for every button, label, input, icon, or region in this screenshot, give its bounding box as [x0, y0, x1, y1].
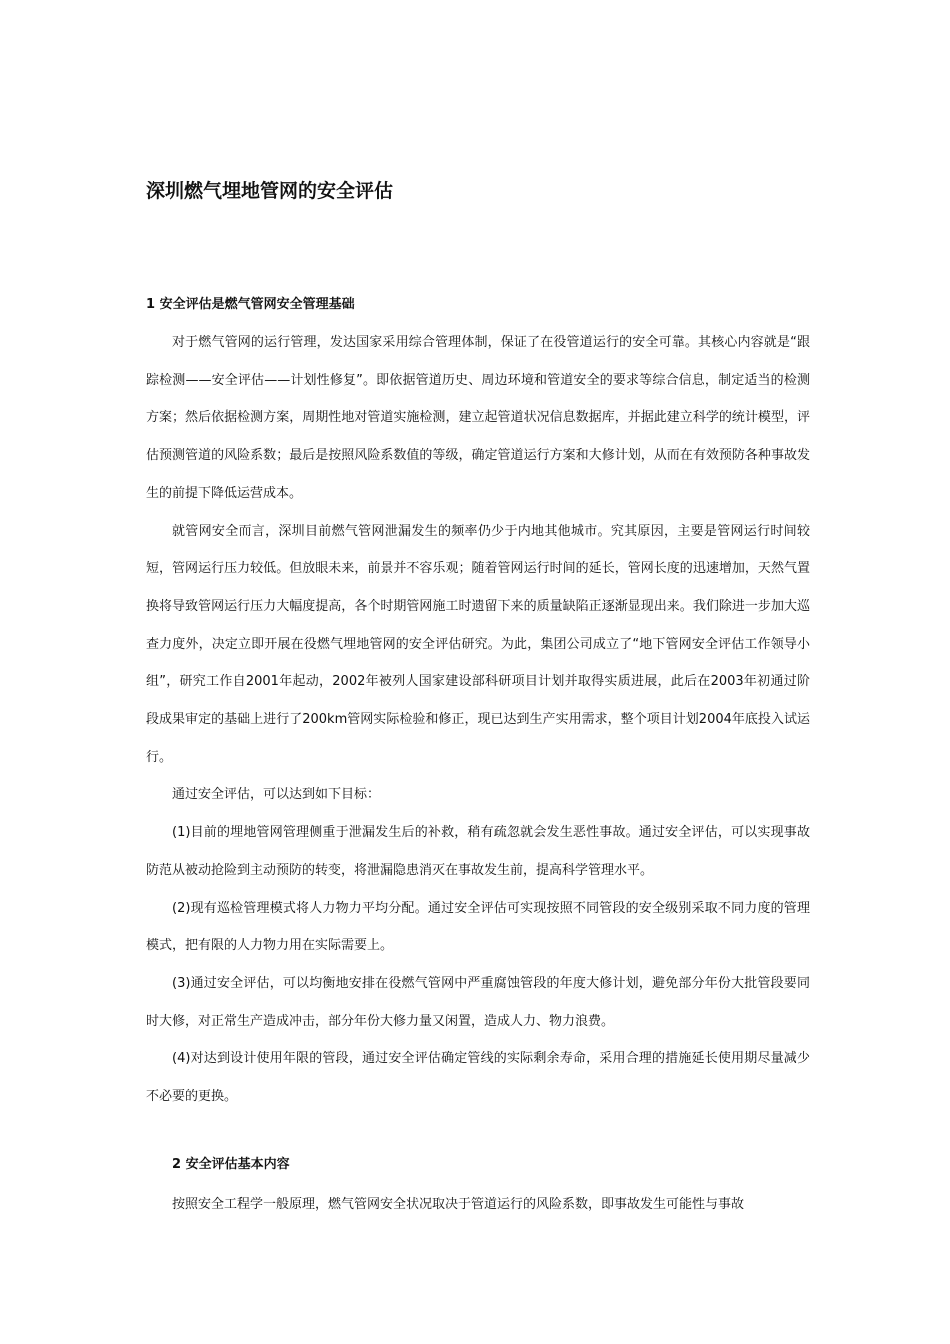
paragraph: 就管网安全而言，深圳目前燃气管网泄漏发生的频率仍少于内地其他城市。究其原因，主要是管网运行时间较短，管网运行压力较低。但放眼未来，前景并不容乐观；随着管网运行时间的延长，管网长度的迅速增加，天然气置换将导致管网运行压力大幅度提高，各个时期管网施工时遗留下来的质量缺陷正逐渐显现出来。我们除进一步加大巡查力度外，决定立即开展在役燃气埋地管网的安全评估研究。为此，集团公司成立了“地下管网安全评估工作领导小组”，研究工作自2001年起动，2002年被列人国家建设部科研项目计划并取得实质进展，此后在2003年初通过阶段成果审定的基础上进行了200km管网实际检验和修正，现已达到生产实用需求，整个项目计划2004年底投入试运行。 — [146, 523, 810, 765]
paragraph: 对于燃气管网的运行管理，发达国家采用综合管理体制，保证了在役管道运行的安全可靠。其核心内容就是“跟踪检测——安全评估——计划性修复”。即依据管道历史、周边环境和管道安全的要求等综合信息，制定适当的检测方案；然后依据检测方案，周期性地对管道实施检测，建立起管道状况信息数据库，并据此建立科学的统计模型，评估预测管道的风险系数；最后是按照风险系数值的等级，确定管道运行方案和大修计划，从而在有效预防各种事故发生的前提下降低运营成本。 — [146, 335, 810, 501]
section-heading-1: 1 安全评估是燃气管网安全管理基础 — [146, 297, 355, 312]
section-2-body — [146, 1186, 810, 1224]
list-item-paragraph: (1)目前的埋地管网管理侧重于泄漏发生后的补救，稍有疏忽就会发生恶性事故。通过安全评估，可以实现事故防范从被动抢险到主动预防的转变，将泄漏隐患消灭在事故发生前，提高科学管理水平。 — [146, 825, 810, 878]
list-item-paragraph: (4)对达到设计使用年限的管段，通过安全评估确定管线的实际剩余寿命，采用合理的措施延长使用期尽量减少不必要的更换。 — [146, 1051, 810, 1105]
list-item-paragraph: (2)现有巡检管理模式将人力物力平均分配。通过安全评估可实现按照不同管段的安全级别采取不同力度的管理模式，把有限的人力物力用在实际需要上。 — [146, 900, 810, 954]
paragraph: 通过安全评估，可以达到如下目标： — [172, 787, 381, 803]
section-1-body — [146, 324, 810, 1116]
section-heading-2: 2 安全评估基本内容 — [172, 1157, 290, 1172]
list-item-paragraph: (3)通过安全评估，可以均衡地安排在役燃气管网中严重腐蚀管段的年度大修计划，避免部分年份大批管段要同时大修，对正常生产造成冲击，部分年份大修力量又闲置，造成人力、物力浪费。 — [146, 975, 810, 1029]
document-title: 深圳燃气埋地管网的安全评估 — [146, 180, 394, 202]
paragraph: 按照安全工程学一般原理，燃气管网安全状况取决于管道运行的风险系数，即事故发生可能性与事故 — [172, 1197, 745, 1212]
